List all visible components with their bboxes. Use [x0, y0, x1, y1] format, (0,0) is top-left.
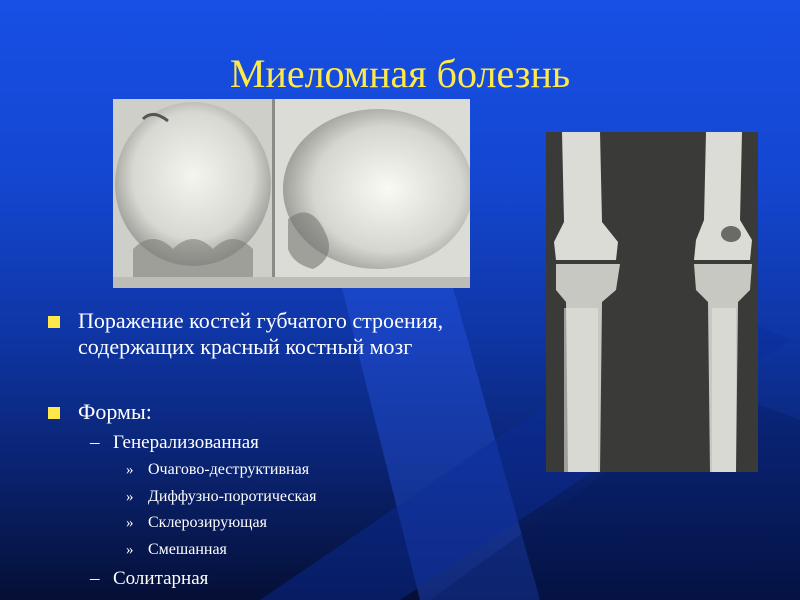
chevron-bullet-icon: »: [126, 542, 134, 558]
knee-xray-photo: [546, 132, 758, 472]
subbullet-text: Генерализованная: [113, 432, 259, 453]
subsubbullet-text: Склерозирующая: [148, 514, 267, 531]
bullet-text: Поражение костей губчатого строения, содержащих красный костный мозг: [78, 308, 444, 359]
chevron-bullet-icon: »: [126, 489, 134, 505]
subsubbullet-mixed: [126, 540, 227, 560]
subbullet-text: Солитарная: [113, 568, 209, 589]
dash-bullet-icon: –: [90, 432, 100, 453]
subsubbullet-text: Очагово-деструктивная: [148, 461, 310, 478]
dash-bullet-icon: –: [90, 568, 100, 589]
subsubbullet-text: Диффузно-поротическая: [148, 488, 317, 505]
skull-xray-image: [113, 99, 470, 288]
bullet-bone-lesion: [78, 308, 458, 360]
subsubbullet-diffuse: [126, 487, 317, 507]
chevron-bullet-icon: »: [126, 515, 134, 531]
chevron-bullet-icon: »: [126, 462, 134, 478]
skull-xray-photo: [113, 99, 470, 288]
slide-title: Миеломная болезнь: [229, 51, 571, 96]
subsubbullet-text: Смешанная: [148, 541, 227, 558]
square-bullet-icon: [48, 407, 60, 419]
subbullet-solitary: [90, 568, 209, 590]
bullet-text: Формы:: [78, 399, 152, 424]
subbullet-generalized: [90, 432, 259, 454]
subsubbullet-focal: [126, 460, 310, 480]
knee-xray-image: [546, 132, 758, 472]
square-bullet-icon: [48, 316, 60, 328]
bullet-forms: [78, 399, 378, 425]
subsubbullet-sclerosing: [126, 513, 267, 533]
